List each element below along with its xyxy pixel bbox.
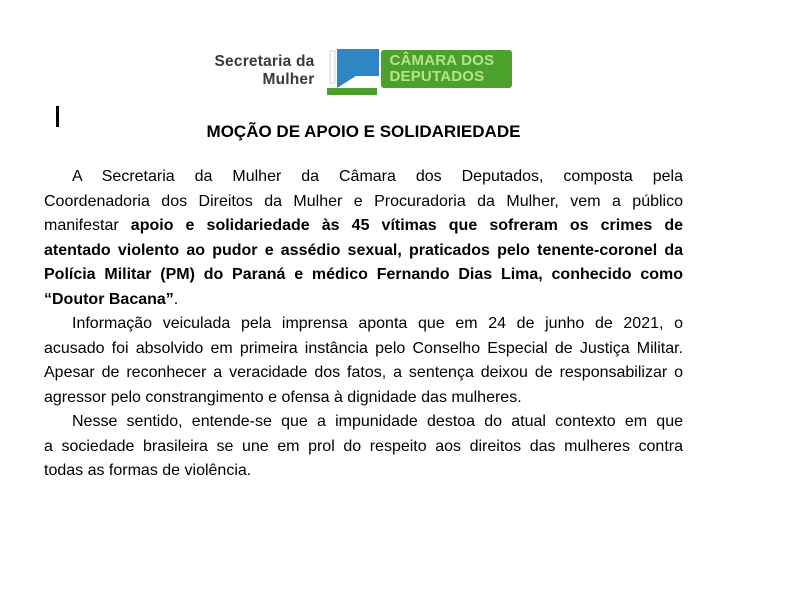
document-title: MOÇÃO DE APOIO E SOLIDARIEDADE <box>206 122 521 141</box>
wordmark-line-1: Secretaria da <box>214 53 315 70</box>
wordmark-line-2: Mulher <box>262 71 315 88</box>
paragraph <box>44 410 683 484</box>
bold-text: apoio e solidariedade às 45 vítimas que sofreram os crimes de <box>130 217 684 234</box>
camara-deputados-logo <box>381 50 512 88</box>
text-line <box>44 263 683 288</box>
regular-text: Coordenadoria dos Direitos da Mulher e Procuradoria da Mulher, vem a público <box>44 192 683 210</box>
regular-text: . <box>173 290 179 308</box>
text-line <box>44 214 683 239</box>
bold-text: atentado violento ao pudor e assédio sexual, praticados pelo tenente-coronel da <box>44 241 683 259</box>
text-line <box>44 435 683 460</box>
text-line <box>44 239 683 264</box>
regular-text: A Secretaria da Mulher da Câmara dos Deputados, composta pela <box>72 168 683 185</box>
secretaria-mulher-wordmark <box>215 53 315 89</box>
text-line <box>44 361 683 386</box>
text-line <box>44 312 683 337</box>
text-line <box>44 386 683 411</box>
bold-text: Polícia Militar (PM) do Paraná e médico Fernando Dias Lima, conhecido como <box>44 266 683 283</box>
text-line <box>44 337 683 362</box>
bold-text: “Doutor Bacana” <box>44 290 174 308</box>
paragraph <box>44 312 683 410</box>
text-line <box>44 410 683 435</box>
text-line <box>44 165 683 190</box>
regular-text: agressor pelo constrangimento e ofensa à dignidade das mulheres. <box>44 388 522 406</box>
paragraph <box>44 165 683 312</box>
regular-text: Apesar de reconhecer a veracidade dos fatos, a sentença deixou de responsabilizar o <box>44 364 683 381</box>
text-line <box>44 459 683 484</box>
text-line <box>44 190 683 215</box>
text-line <box>44 288 683 313</box>
document-body <box>44 165 683 484</box>
regular-text: Nesse sentido, entende-se que a impunidade destoa do atual contexto em que <box>72 413 683 430</box>
regular-text: acusado foi absolvido em primeira instância pelo Conselho Especial de Justiça Militar. <box>44 339 683 357</box>
camara-flag-icon <box>326 49 379 95</box>
camara-logo-line-1: CÂMARA DOS <box>389 51 495 69</box>
regular-text: a sociedade brasileira se une em prol do respeito aos direitos das mulheres contra <box>44 437 683 455</box>
regular-text: Informação veiculada pela imprensa aponta que em 24 de junho de 2021, o <box>72 315 683 332</box>
camara-logo-line-2: DEPUTADOS <box>389 68 485 85</box>
regular-text: manifestar <box>44 217 131 234</box>
logo <box>44 48 683 95</box>
regular-text: todas as formas de violência. <box>44 462 252 479</box>
